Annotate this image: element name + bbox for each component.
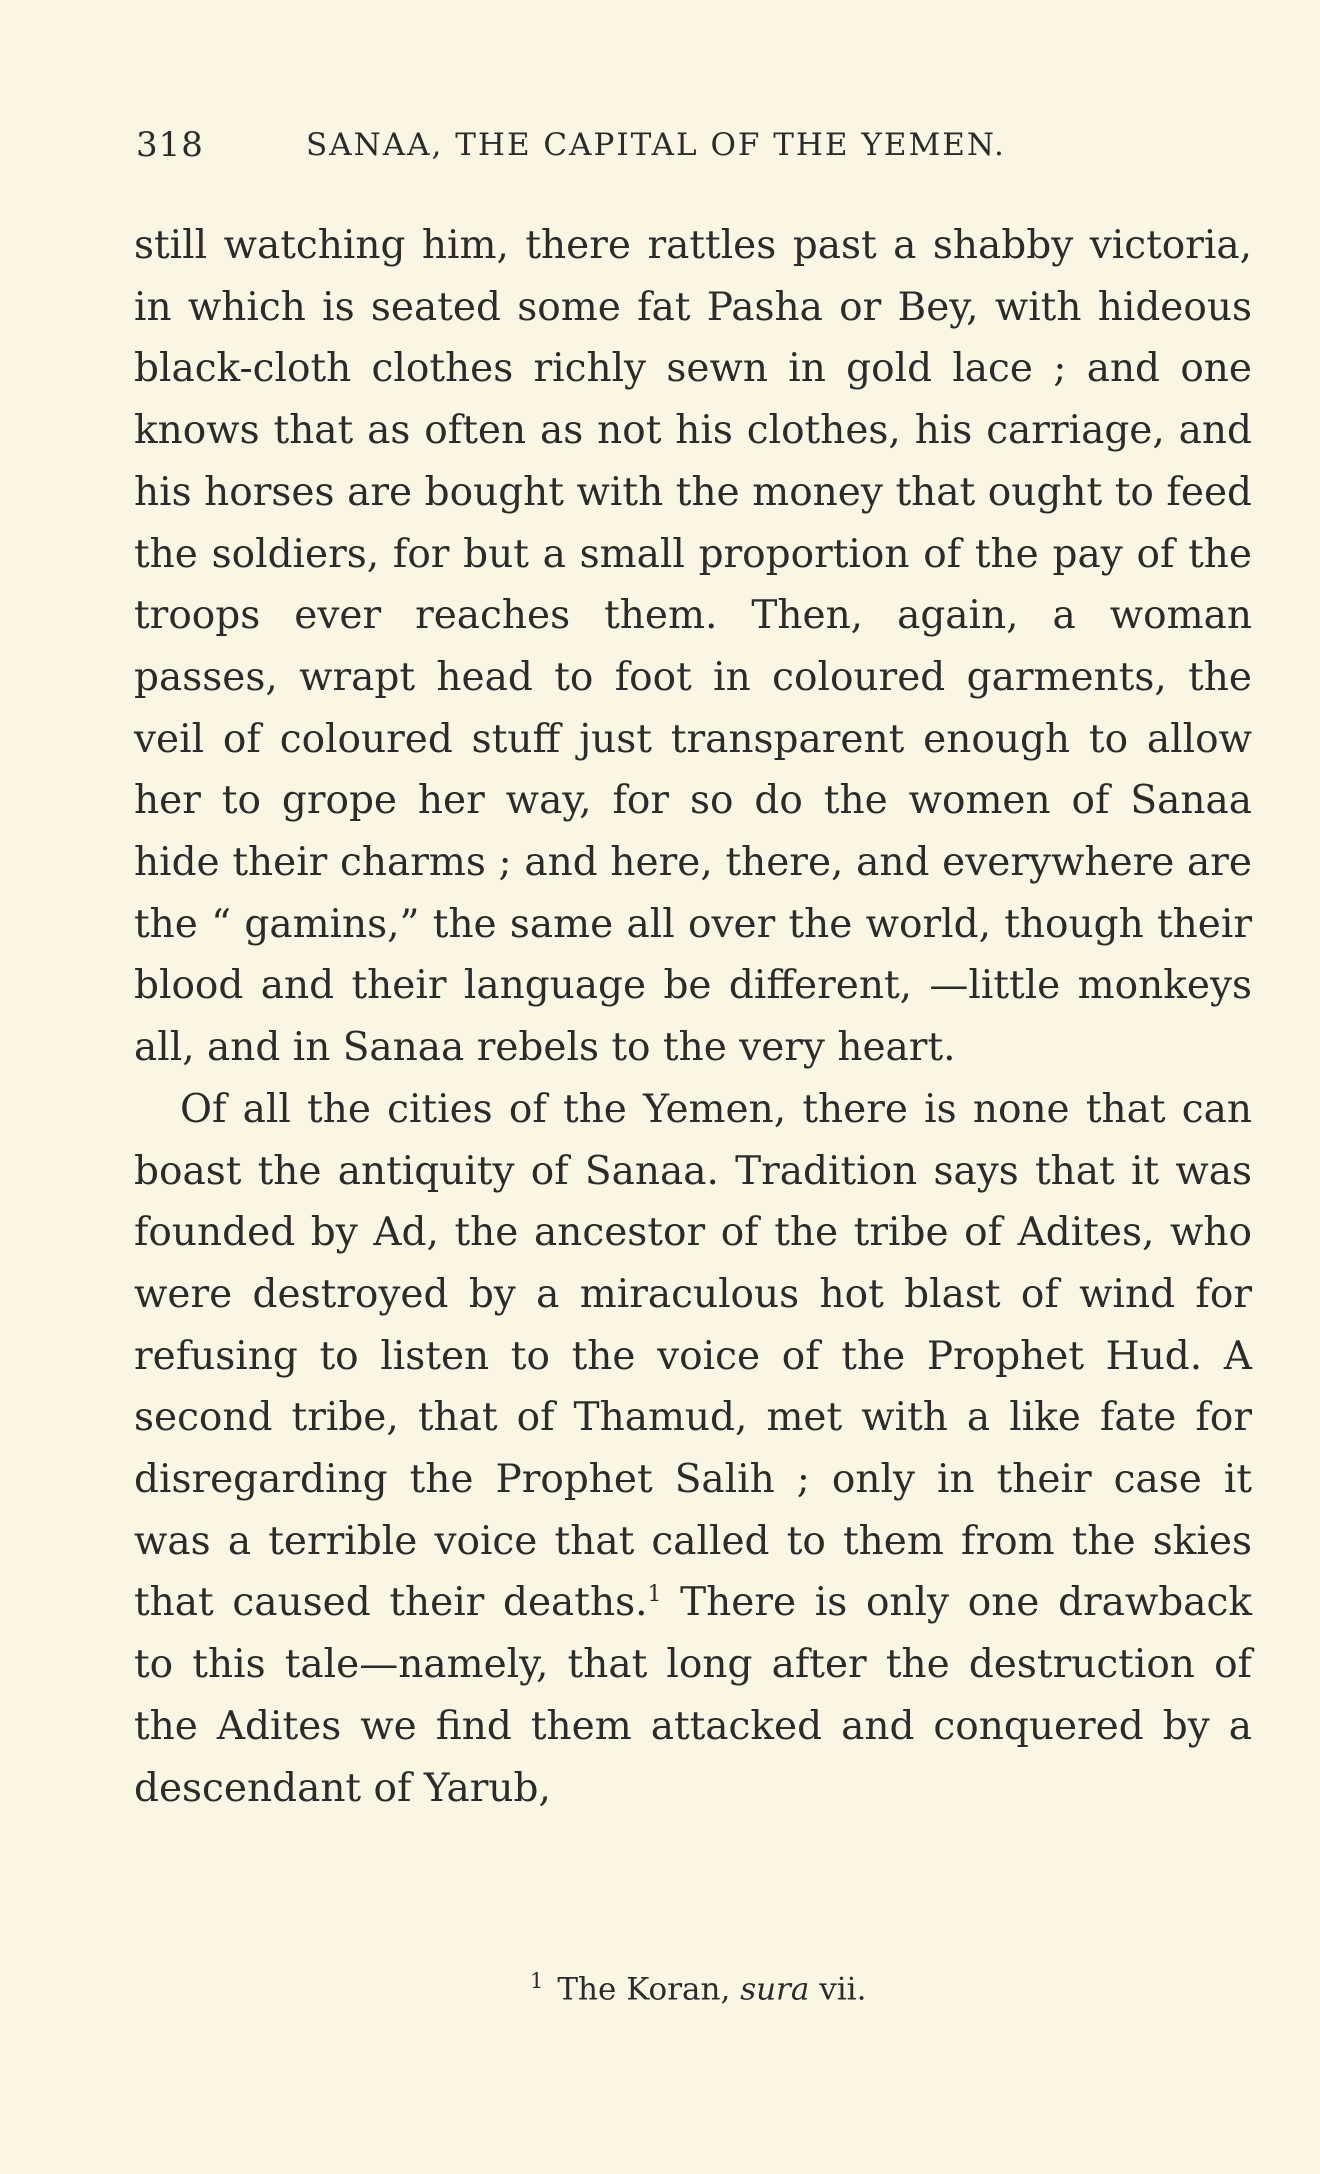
footnote-text-after: vii.	[809, 1971, 867, 2008]
paragraph-2-text-2: There is only one drawback to this tale—namely, that long after the destruction of the Adites we find them attacked and conquered by a descendant of Yarub,	[134, 1580, 1252, 1811]
footnote-reference: 1	[647, 1582, 662, 1608]
paragraph-2-text-1: Of all the cities of the Yemen, there is none that can boast the antiquity of Sanaa. Tradition says that it was founded by Ad, the ancestor of the tribe of Adites, who were destroyed by a miraculous hot blast of wind for refusing to listen to the voice of the Prophet Hud. A second tribe, that of Thamud, met with a like fate for disregarding the Prophet Salih ; only in their case it was a terrible voice that called to them from the skies that caused their deaths.	[134, 1086, 1252, 1626]
paragraph-1: still watching him, there rattles past a shabby victoria, in which is seated some fat Pasha or Bey, with hideous black-cloth clothes richly sewn in gold lace ; and one knows that as often as not his clothes, his carriage, and his horses are bought with the money that ought to feed the soldiers, for but a small proportion of the pay of the troops ever reaches them. Then, again, a woman passes, wrapt head to foot in coloured garments, the veil of coloured stuff just transparent enough to allow her to grope her way, for so do the women of Sanaa hide their charms ; and here, there, and everywhere are the “ gamins,” the same all over the world, though their blood and their language be different, —little monkeys all, and in Sanaa rebels to the very heart.	[134, 223, 1252, 1071]
page-header	[136, 120, 1136, 170]
footnote-marker: 1	[530, 1969, 544, 1993]
running-title: SANAA, THE CAPITAL OF THE YEMEN.	[306, 127, 1006, 163]
footnote-text-before: The Koran,	[557, 1971, 741, 2008]
paragraph-2	[134, 1079, 1252, 1819]
footnote	[530, 1958, 866, 2012]
page-number: 318	[136, 125, 204, 165]
footnote-text-italic: sura	[740, 1971, 810, 2008]
body-text	[134, 215, 1252, 1819]
